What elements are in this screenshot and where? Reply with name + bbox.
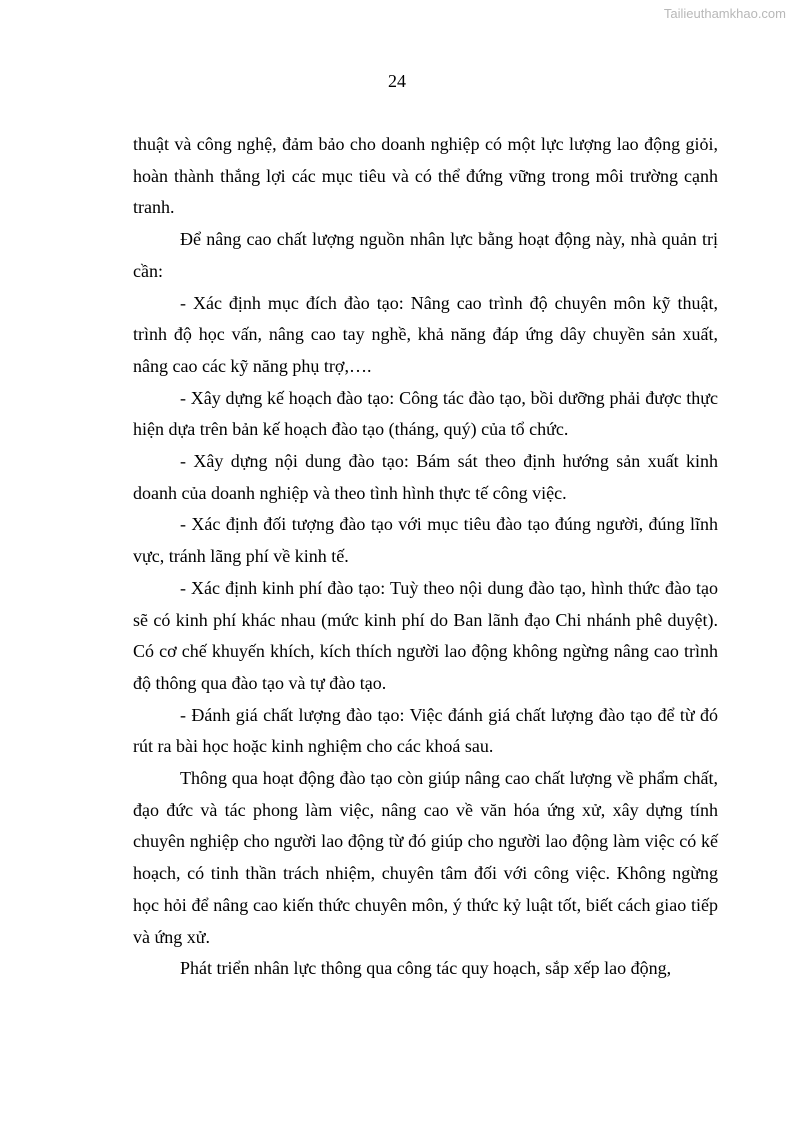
watermark-text: Tailieuthamkhao.com [663,6,786,21]
list-item-training-plan: - Xây dựng kế hoạch đào tạo: Công tác đào tạo, bồi dưỡng phải được thực hiện dựa trên bản kế hoạch đào tạo (tháng, quý) của tổ chức. [133,387,718,440]
list-item-training-target: - Xác định đối tượng đào tạo với mục tiêu đào tạo đúng người, đúng lĩnh vực, tránh lãng phí về kinh tế. [133,514,718,567]
list-item-training-evaluation: - Đánh giá chất lượng đào tạo: Việc đánh giá chất lượng đào tạo để từ đó rút ra bài học hoặc kinh nghiệm cho các khoá sau. [133,704,718,757]
list-item-training-purpose: - Xác định mục đích đào tạo: Nâng cao trình độ chuyên môn kỹ thuật, trình độ học vấn, nâng cao tay nghề, khả năng đáp ứng dây chuyền sản xuất, nâng cao các kỹ năng phụ trợ,…. [133,292,718,376]
paragraph-benefits: Thông qua hoạt động đào tạo còn giúp nâng cao chất lượng về phẩm chất, đạo đức và tác phong làm việc, nâng cao về văn hóa ứng xử, xây dựng tính chuyên nghiệp cho người lao động từ đó giúp cho người lao động làm việc có kế hoạch, có tinh thần trách nhiệm, chuyên tâm đối với công việc. Không ngừng học hỏi để nâng cao kiến thức chuyên môn, ý thức kỷ luật tốt, biết cách giao tiếp và ứng xử. [133,768,718,947]
document-body [133,129,718,985]
list-item-training-budget: - Xác định kinh phí đào tạo: Tuỳ theo nội dung đào tạo, hình thức đào tạo sẽ có kinh phí khác nhau (mức kinh phí do Ban lãnh đạo Chi nhánh phê duyệt). Có cơ chế khuyến khích, kích thích người lao động không ngừng nâng cao trình độ thông qua đào tạo và tự đào tạo. [133,577,718,693]
paragraph-continuation: thuật và công nghệ, đảm bảo cho doanh nghiệp có một lực lượng lao động giỏi, hoàn thành thắng lợi các mục tiêu và có thể đứng vững trong môi trường cạnh tranh. [133,134,718,218]
paragraph-intro: Để nâng cao chất lượng nguồn nhân lực bằng hoạt động này, nhà quản trị cần: [133,229,718,281]
list-item-training-content: - Xây dựng nội dung đào tạo: Bám sát theo định hướng sản xuất kinh doanh của doanh nghiệp và theo tình hình thực tế công việc. [133,451,718,503]
paragraph-planning: Phát triển nhân lực thông qua công tác quy hoạch, sắp xếp lao động, [180,958,672,979]
page-number: 24 [388,71,406,91]
